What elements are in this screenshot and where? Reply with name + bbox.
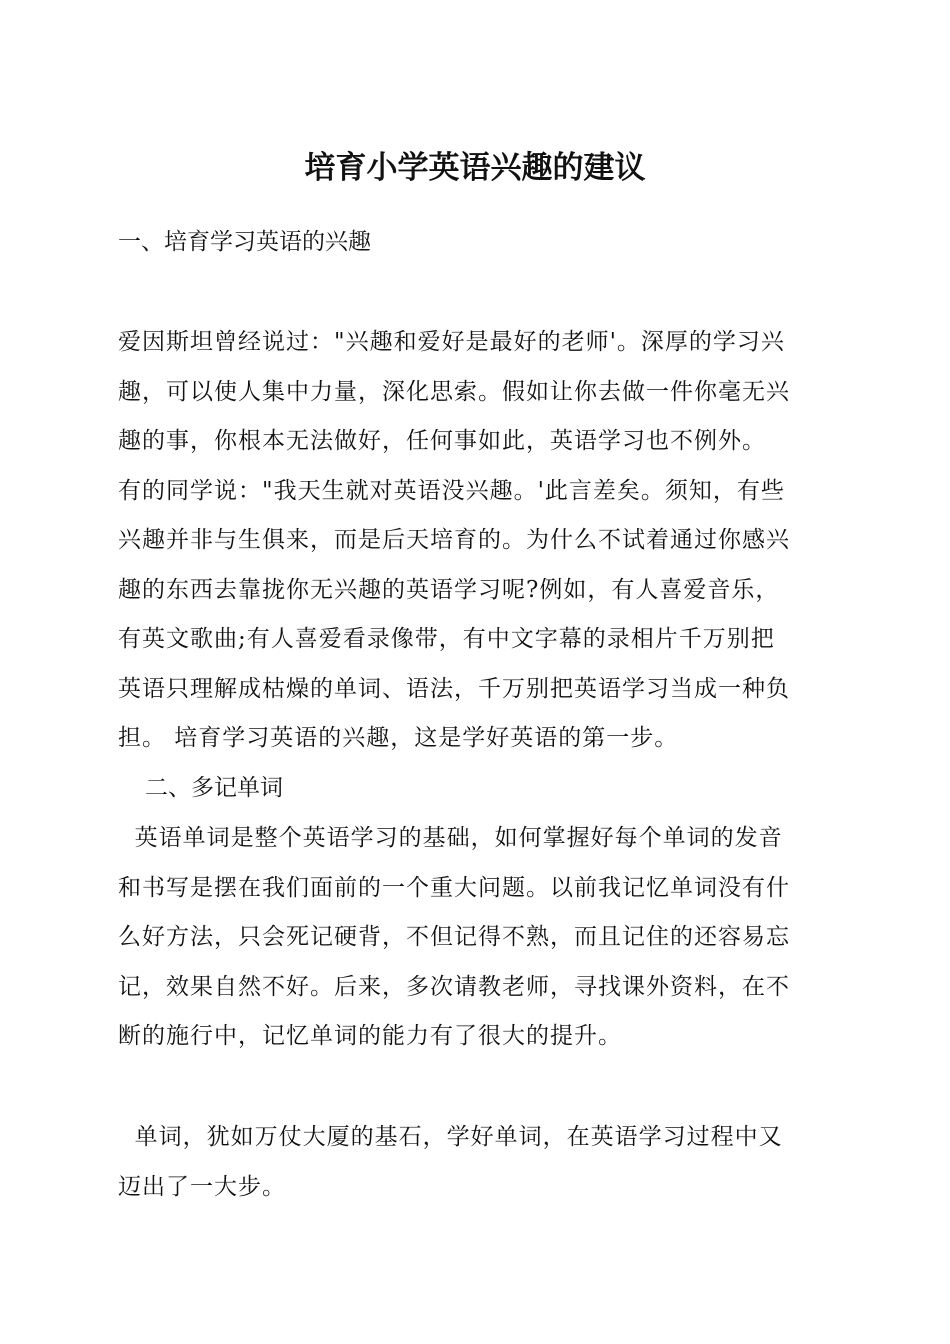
text-line: 记，效果自然不好。后来，多次请教老师，寻找课外资料，在不 xyxy=(118,973,790,1000)
document-title: 培育小学英语兴趣的建议 xyxy=(304,150,646,186)
text-line: 和书写是摆在我们面前的一个重大问题。以前我记忆单词没有什 xyxy=(118,874,790,901)
text-line: 爱因斯坦曾经说过："兴趣和爱好是最好的老师'。深厚的学习兴 xyxy=(118,329,785,355)
text-line: 英语只理解成枯燥的单词、语法，千万别把英语学习当成一种负 xyxy=(118,675,790,702)
paragraph-interest xyxy=(118,318,838,764)
text-line: 么好方法，只会死记硬背，不但记得不熟，而且记住的还容易忘 xyxy=(118,924,790,950)
text-line: 趣的事，你根本无法做好，任何事如此，英语学习也不例外。 xyxy=(118,428,766,454)
text-line: 担。 培育学习英语的兴趣，这是学好英语的第一步。 xyxy=(118,725,679,751)
paragraph-foundation xyxy=(118,1113,838,1212)
text-line: 有的同学说："我天生就对英语没兴趣。'此言差矣。须知，有些 xyxy=(118,477,785,504)
text-line: 有英文歌曲;有人喜爱看录像带，有中文字幕的录相片千万别把 xyxy=(118,626,775,652)
section-heading-2: 二、多记单词 xyxy=(145,775,283,801)
text-line: 兴趣并非与生俱来，而是后天培育的。为什么不试着通过你感兴 xyxy=(118,527,790,553)
text-line: 迈出了一大步。 xyxy=(118,1173,286,1200)
section-heading-1: 一、培育学习英语的兴趣 xyxy=(118,229,371,255)
text-line: 单词，犹如万仗大厦的基石，学好单词，在英语学习过程中又 xyxy=(118,1124,783,1150)
text-line: 断的施行中，记忆单词的能力有了很大的提升。 xyxy=(118,1023,622,1049)
paragraph-vocabulary xyxy=(118,814,838,1062)
text-line: 趣，可以使人集中力量，深化思索。假如让你去做一件你毫无兴 xyxy=(118,378,790,405)
text-line: 趣的东西去靠拢你无兴趣的英语学习呢?例如，有人喜爱音乐， xyxy=(118,576,780,603)
text-line: 英语单词是整个英语学习的基础，如何掌握好每个单词的发音 xyxy=(118,825,783,851)
